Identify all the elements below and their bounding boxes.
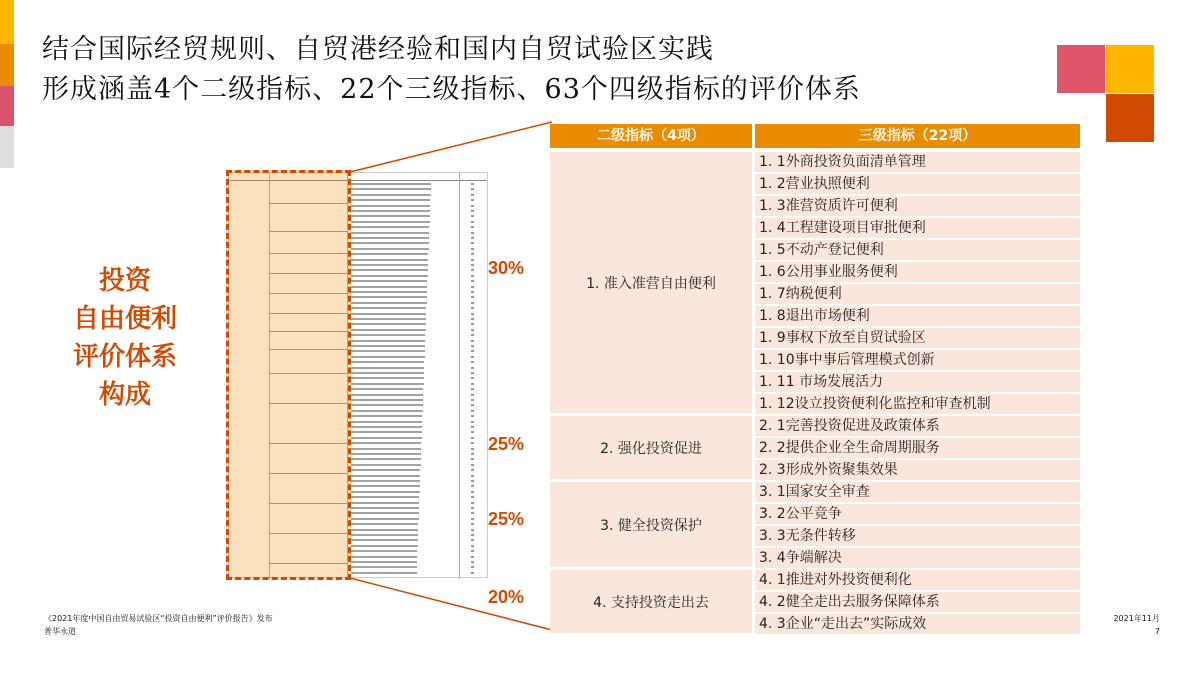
side-label-line-2: 自由便利: [72, 304, 177, 334]
level3-item: 1. 6公用事业服务便利: [755, 262, 1080, 282]
level2-cell-2: 2. 强化投资促进: [550, 416, 752, 479]
level3-item: 4. 2健全走出去服务保障体系: [755, 592, 1080, 612]
level2-cell-3: 3. 健全投资保护: [550, 482, 752, 567]
level3-item: 2. 1完善投资促进及政策体系: [755, 416, 1080, 436]
source-text: 《2021年度中国自由贸易试验区“投资自由便利”评价报告》发布: [44, 614, 273, 623]
page-number: 7: [1154, 627, 1160, 636]
weight-group-2: 25%: [488, 434, 525, 454]
level3-item: 2. 2提供企业全生命周期服务: [755, 438, 1080, 458]
level3-item: 1. 3准营资质许可便利: [755, 196, 1080, 216]
company-name: 普华永道: [44, 627, 76, 636]
level3-item: 1. 5不动产登记便利: [755, 240, 1080, 260]
report-date: 2021年11月: [1113, 614, 1160, 623]
level3-item: 4. 3企业“走出去”实际成效: [755, 614, 1080, 634]
level3-item: 1. 2营业执照便利: [755, 174, 1080, 194]
level2-cell-1: 1. 准入准营自由便利: [550, 152, 752, 413]
level3-item: 3. 2公平竞争: [755, 504, 1080, 524]
level3-item: 1. 11 市场发展活力: [755, 372, 1080, 392]
level3-item: 1. 10事中事后管理模式创新: [755, 350, 1080, 370]
level3-item: 2. 3形成外资聚集效果: [755, 460, 1080, 480]
weight-group-3: 25%: [488, 509, 525, 529]
level3-item: 3. 1国家安全审查: [755, 482, 1080, 502]
level3-item: 4. 1推进对外投资便利化: [755, 570, 1080, 590]
level3-item: 1. 4工程建设项目审批便利: [755, 218, 1080, 238]
side-label-line-1: 投资: [98, 266, 151, 296]
level2-cell-4: 4. 支持投资走出去: [550, 570, 752, 633]
footer-right: [1110, 612, 1160, 638]
header-level3: 三级指标（22项）: [755, 124, 1080, 148]
level3-item: 3. 4争端解决: [755, 548, 1080, 568]
side-label-line-3: 评价体系: [72, 342, 177, 372]
source-note: [44, 612, 273, 638]
level3-item: 1. 12设立投资便利化监控和审查机制: [755, 394, 1080, 414]
header-level2: 二级指标（4项）: [550, 124, 752, 148]
level3-item: 3. 3无条件转移: [755, 526, 1080, 546]
level3-item: 1. 1外商投资负面清单管理: [755, 152, 1080, 172]
level3-item: 1. 9事权下放至自贸试验区: [755, 328, 1080, 348]
level3-item: 1. 8退出市场便利: [755, 306, 1080, 326]
weight-group-4: 20%: [488, 587, 525, 607]
title-line-1: 结合国际经贸规则、自贸港经验和国内自贸试验区实践: [42, 34, 714, 65]
title-line-2: 形成涵盖4个二级指标、22个三级指标、63个四级指标的评价体系: [42, 74, 861, 105]
weight-group-1: 30%: [488, 258, 525, 278]
level3-item: 1. 7纳税便利: [755, 284, 1080, 304]
side-label-line-4: 构成: [98, 380, 151, 410]
